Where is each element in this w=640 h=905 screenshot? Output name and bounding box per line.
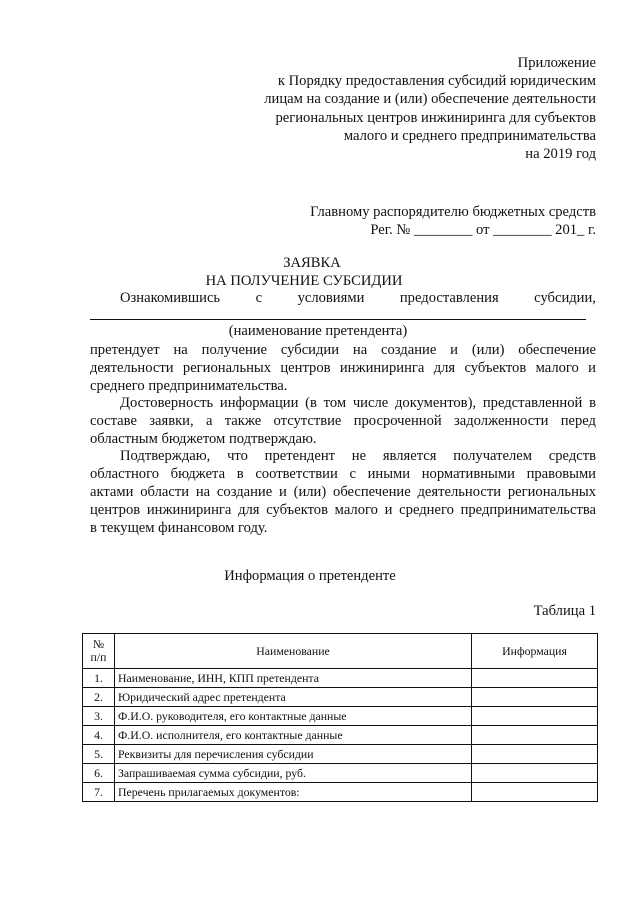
- paragraph-line: областного бюджета в соответствии с иными нормативными правовыми: [90, 466, 596, 483]
- table-row: [83, 726, 598, 745]
- table-row: [83, 669, 598, 688]
- row-number: 1.: [83, 669, 115, 688]
- registration-number: Рег. № ________ от ________ 201_ г.: [370, 222, 596, 239]
- paragraph-line: актами области на создание и (или) обеспечение деятельности региональных: [90, 484, 596, 501]
- row-info-cell[interactable]: [472, 745, 598, 764]
- row-info-cell[interactable]: [472, 783, 598, 802]
- row-number: 3.: [83, 707, 115, 726]
- appendix-line: региональных центров инжиниринга для субъектов: [275, 109, 596, 126]
- caption-text: (наименование претендента): [228, 323, 408, 339]
- paragraph-reliability: [90, 394, 596, 448]
- row-info-cell[interactable]: [472, 764, 598, 783]
- appendix-line: малого и среднего предпринимательства: [343, 127, 596, 144]
- table-label: Таблица 1: [533, 603, 596, 619]
- header-number-line2: п/п: [90, 650, 107, 664]
- appendix-line: на 2019 год: [525, 146, 596, 163]
- paragraph-line: в текущем финансовом году.: [90, 520, 268, 537]
- table-row: [83, 707, 598, 726]
- header-info: Информация: [472, 634, 598, 669]
- header-name: Наименование: [115, 634, 472, 669]
- applicant-name-caption: [0, 322, 640, 340]
- row-info-cell[interactable]: [472, 688, 598, 707]
- header-number-line1: №: [92, 637, 105, 651]
- header-number: [83, 634, 115, 669]
- row-info-cell[interactable]: [472, 707, 598, 726]
- row-name: Перечень прилагаемых документов:: [115, 783, 472, 802]
- row-number: 7.: [83, 783, 115, 802]
- paragraph-line: составе заявки, а также отсутствие просроченной задолженности перед: [90, 413, 596, 430]
- row-number: 4.: [83, 726, 115, 745]
- info-section-heading: [0, 567, 640, 585]
- table-row: [83, 764, 598, 783]
- info-heading-text: Информация о претенденте: [224, 568, 396, 584]
- row-name: Ф.И.О. руководителя, его контактные данные: [115, 707, 472, 726]
- document-title: ЗАЯВКА: [283, 255, 341, 271]
- appendix-header: [216, 54, 596, 163]
- paragraph-line: деятельности региональных центров инжиниринга для субъектов малого и: [90, 360, 596, 377]
- intro-word: предоставления: [399, 290, 499, 306]
- recipient-block: [216, 203, 596, 240]
- paragraph-line: центров инжиниринга для субъектов малого и среднего предпринимательства: [90, 502, 596, 519]
- intro-word: условиями: [297, 290, 365, 306]
- recipient-addressee: Главному распорядителю бюджетных средств: [310, 204, 596, 220]
- row-info-cell[interactable]: [472, 726, 598, 745]
- row-name: Ф.И.О. исполнителя, его контактные данные: [115, 726, 472, 745]
- row-info-cell[interactable]: [472, 669, 598, 688]
- row-name: Запрашиваемая сумма субсидии, руб.: [115, 764, 472, 783]
- paragraph-applies: [90, 341, 596, 395]
- paragraph-line: Подтверждаю, что претендент не является получателем средств: [120, 448, 596, 464]
- row-name: Наименование, ИНН, КПП претендента: [115, 669, 472, 688]
- paragraph-line: Достоверность информации (в том числе документов), представленной в: [120, 395, 596, 411]
- paragraph-line: претендует на получение субсидии на создание и (или) обеспечение: [90, 342, 596, 358]
- document-subtitle: НА ПОЛУЧЕНИЕ СУБСИДИИ: [205, 273, 403, 289]
- intro-word: субсидии,: [534, 290, 596, 306]
- row-number: 2.: [83, 688, 115, 707]
- intro-word: с: [255, 290, 263, 306]
- appendix-line: к Порядку предоставления субсидий юридическим: [277, 73, 596, 90]
- applicant-name-line: [90, 319, 586, 320]
- appendix-line: Приложение: [517, 55, 596, 71]
- intro-line: [90, 289, 596, 307]
- appendix-line: лицам на создание и (или) обеспечение деятельности: [264, 91, 596, 108]
- table-row: [83, 688, 598, 707]
- table-header-row: [83, 634, 598, 669]
- row-number: 6.: [83, 764, 115, 783]
- paragraph-line: среднего предпринимательства.: [90, 378, 288, 395]
- table-row: [83, 783, 598, 802]
- row-number: 5.: [83, 745, 115, 764]
- paragraph-confirmation: [90, 447, 596, 537]
- applicant-info-table: [82, 633, 598, 802]
- paragraph-line: областным бюджетом подтверждаю.: [90, 431, 317, 448]
- row-name: Юридический адрес претендента: [115, 688, 472, 707]
- intro-word: Ознакомившись: [120, 290, 221, 306]
- row-name: Реквизиты для перечисления субсидии: [115, 745, 472, 764]
- table-row: [83, 745, 598, 764]
